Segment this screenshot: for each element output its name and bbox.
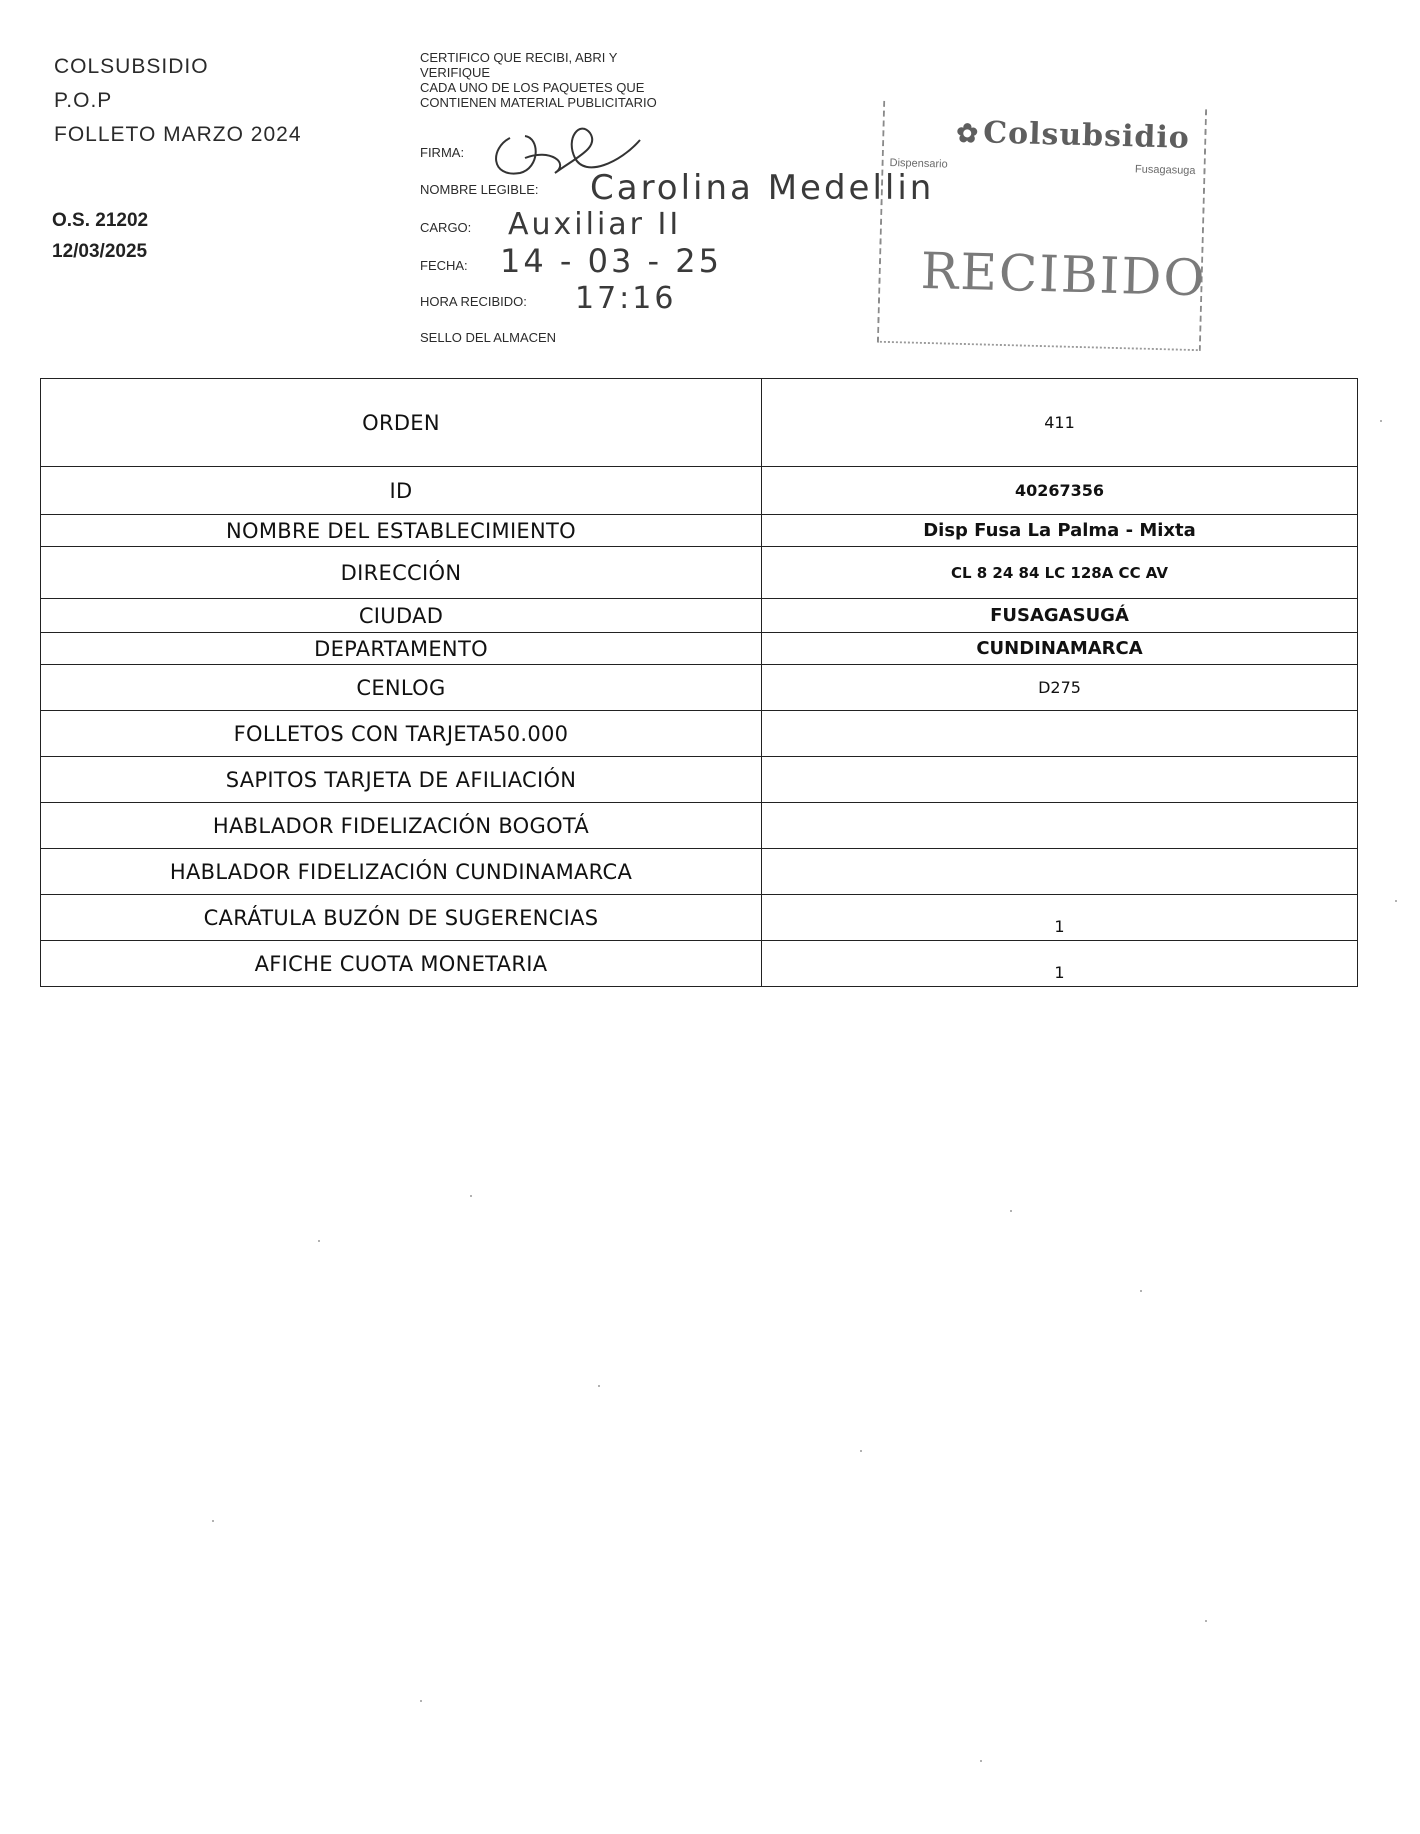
campaign-name: FOLLETO MARZO 2024 (54, 123, 302, 146)
hora-label: HORA RECIBIDO: (420, 294, 527, 309)
cert-line-4: CONTIENEN MATERIAL PUBLICITARIO (420, 95, 657, 110)
table-row (41, 467, 1358, 515)
row-value (762, 757, 1358, 803)
row-value: 1 (762, 941, 1358, 987)
sello-label: SELLO DEL ALMACEN (420, 330, 557, 345)
scan-speck (420, 1700, 422, 1702)
scan-speck (318, 1240, 320, 1242)
stamp-location-line (889, 157, 1195, 177)
table-row (41, 711, 1358, 757)
row-value (762, 803, 1358, 849)
certification-text (420, 50, 800, 110)
row-label: ID (41, 467, 762, 515)
row-label: SAPITOS TARJETA DE AFILIACIÓN (41, 757, 762, 803)
hora-value: 17:16 (575, 281, 677, 316)
fecha-label: FECHA: (420, 258, 468, 273)
row-label: FOLLETOS CON TARJETA50.000 (41, 711, 762, 757)
stamp-line-left: Dispensario (889, 156, 948, 171)
stamp-line-right: Fusagasuga (1134, 163, 1196, 177)
scan-speck (860, 1450, 862, 1452)
table-row (41, 895, 1358, 941)
scan-speck (1140, 1290, 1142, 1292)
nombre-value: Carolina Medellin (590, 168, 935, 208)
scan-speck (1010, 1210, 1012, 1212)
order-service-block (52, 205, 148, 267)
row-label: DIRECCIÓN (41, 547, 762, 599)
scan-speck (1380, 420, 1382, 422)
row-value (762, 711, 1358, 757)
row-value (762, 849, 1358, 895)
table-row (41, 849, 1358, 895)
table-row (41, 803, 1358, 849)
received-stamp (877, 101, 1207, 351)
scan-speck (980, 1760, 982, 1762)
row-value: 40267356 (762, 467, 1358, 515)
order-table (40, 378, 1358, 987)
cert-line-2: VERIFIQUE (420, 65, 491, 80)
row-label: CENLOG (41, 665, 762, 711)
header-block (54, 50, 302, 152)
stamp-brand (956, 115, 1190, 156)
firma-label: FIRMA: (420, 145, 465, 160)
stamp-brand-text: Colsubsidio (982, 115, 1191, 156)
table-row (41, 665, 1358, 711)
row-value: 411 (762, 379, 1358, 467)
company-name: COLSUBSIDIO (54, 55, 209, 78)
os-number: O.S. 21202 (52, 210, 149, 231)
row-value: CUNDINAMARCA (762, 633, 1358, 665)
cert-line-3: CADA UNO DE LOS PAQUETES QUE (420, 80, 645, 95)
scan-speck (1205, 1620, 1207, 1622)
row-value: D275 (762, 665, 1358, 711)
table-row (41, 547, 1358, 599)
row-value: Disp Fusa La Palma - Mixta (762, 515, 1358, 547)
row-value: CL 8 24 84 LC 128A CC AV (762, 547, 1358, 599)
cargo-label: CARGO: (420, 220, 472, 235)
table-row (41, 633, 1358, 665)
row-label: DEPARTAMENTO (41, 633, 762, 665)
nombre-label: NOMBRE LEGIBLE: (420, 182, 539, 197)
colsubsidio-logo-icon: ✿ (955, 118, 980, 150)
row-label: CIUDAD (41, 599, 762, 633)
fecha-value: 14 - 03 - 25 (500, 242, 722, 280)
scan-speck (1395, 900, 1397, 902)
table-row (41, 515, 1358, 547)
header-subtitle: P.O.P (54, 89, 113, 112)
stamp-received-text: RECIBIDO (920, 241, 1208, 308)
scan-speck (470, 1195, 472, 1197)
row-value: 1 (762, 895, 1358, 941)
row-label: CARÁTULA BUZÓN DE SUGERENCIAS (41, 895, 762, 941)
scan-speck (212, 1520, 214, 1522)
row-label: HABLADOR FIDELIZACIÓN BOGOTÁ (41, 803, 762, 849)
row-label: HABLADOR FIDELIZACIÓN CUNDINAMARCA (41, 849, 762, 895)
os-date: 12/03/2025 (52, 241, 148, 262)
scan-speck (598, 1385, 600, 1387)
row-value: FUSAGASUGÁ (762, 599, 1358, 633)
table-row (41, 599, 1358, 633)
table-row (41, 379, 1358, 467)
cert-line-1: CERTIFICO QUE RECIBI, ABRI Y (420, 50, 618, 65)
cargo-value: Auxiliar II (508, 207, 682, 242)
row-label: ORDEN (41, 379, 762, 467)
row-label: AFICHE CUOTA MONETARIA (41, 941, 762, 987)
table-row (41, 941, 1358, 987)
table-row (41, 757, 1358, 803)
row-label: NOMBRE DEL ESTABLECIMIENTO (41, 515, 762, 547)
